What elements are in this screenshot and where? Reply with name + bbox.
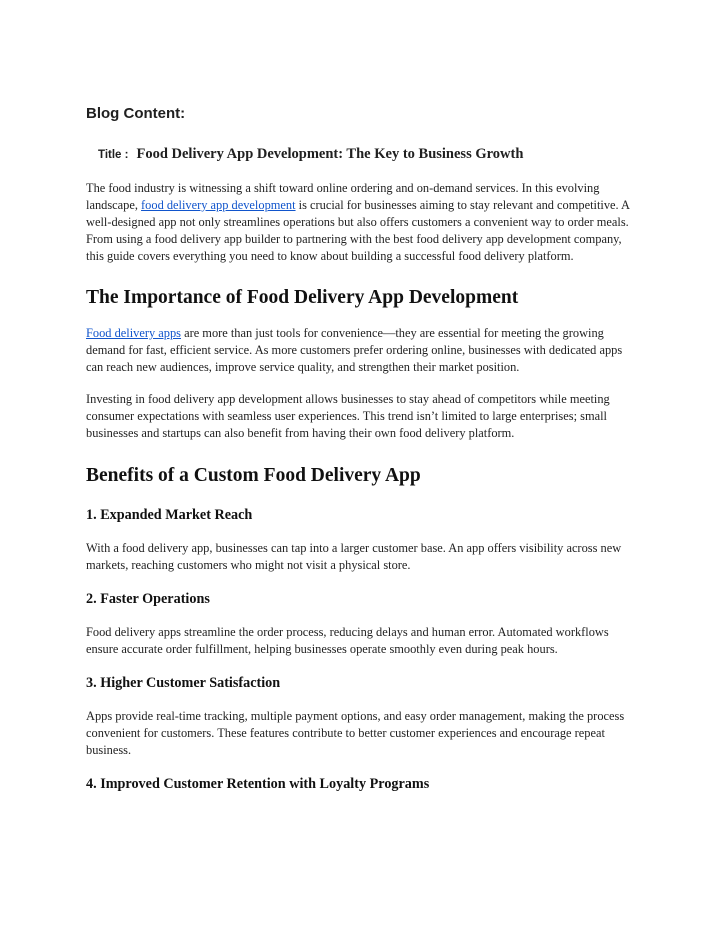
intro-text-end: is crucial for businesses aiming to stay relevant and competitive. A well-designed app not only streamlines operations but also offers customers a convenient way to order meals. From using a food delivery app builder to partnering with the best food delivery app development company, this guide covers everything you need to know about building a successful food delivery platform. xyxy=(86,198,630,263)
benefit-2-heading: 2. Faster Operations xyxy=(86,591,210,607)
importance-heading: The Importance of Food Delivery App Development xyxy=(86,287,519,308)
benefits-heading: Benefits of a Custom Food Delivery App xyxy=(86,465,421,486)
benefit-2-text: Food delivery apps streamline the order process, reducing delays and human error. Automated workflows ensure accurate order fulfillment, helping businesses operate smoothly even during peak hours. xyxy=(86,625,609,656)
title-tag: Title : xyxy=(98,149,129,161)
importance-paragraph-1-text: are more than just tools for convenience—they are essential for meeting the growing demand for fast, efficient service. As more customers prefer ordering online, businesses with dedicated apps can reach new audiences, improve service quality, and strengthen their market position. xyxy=(86,326,623,374)
benefit-1-heading: 1. Expanded Market Reach xyxy=(86,507,253,523)
intro-text-start: The food industry is witnessing a shift toward online ordering and on-demand services. In this evolving landscape, xyxy=(86,181,600,212)
blog-title: Food Delivery App Development: The Key to Business Growth xyxy=(136,146,524,162)
benefit-1-text: With a food delivery app, businesses can tap into a larger customer base. An app offers visibility across new markets, reaching customers who might not visit a physical store. xyxy=(86,541,622,572)
intro-paragraph xyxy=(86,180,638,265)
food-delivery-apps-link[interactable]: Food delivery apps xyxy=(86,326,181,340)
blog-content-label: Blog Content: xyxy=(86,105,186,122)
benefit-4-heading: 4. Improved Customer Retention with Loyalty Programs xyxy=(86,776,430,792)
importance-paragraph-2: Investing in food delivery app development allows businesses to stay ahead of competitors while meeting consumer expectations with seamless user experiences. This trend isn’t limited to large enterprises; small businesses and startups can also benefit from having their own food delivery platform. xyxy=(86,392,610,440)
title-line xyxy=(98,144,638,165)
importance-paragraph-1 xyxy=(86,325,638,376)
document-page xyxy=(86,104,638,794)
benefit-3-text: Apps provide real-time tracking, multiple payment options, and easy order management, making the process convenient for customers. These features contribute to better customer experiences and encourage repeat business. xyxy=(86,709,625,757)
benefit-3-heading: 3. Higher Customer Satisfaction xyxy=(86,675,281,691)
food-delivery-app-development-link[interactable]: food delivery app development xyxy=(141,198,296,212)
